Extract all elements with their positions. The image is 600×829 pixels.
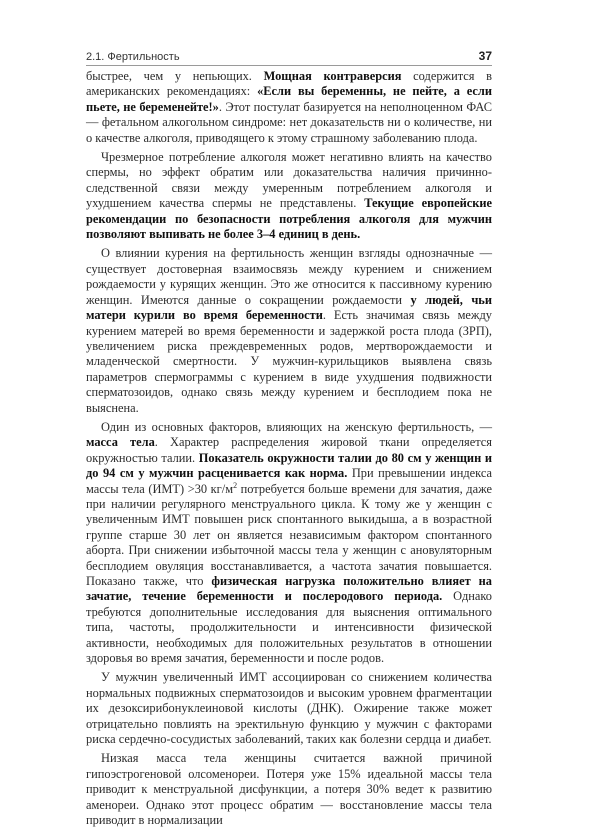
paragraph: [86, 670, 492, 747]
paragraph: [86, 69, 492, 146]
section-title: 2.1. Фертильность: [86, 51, 180, 63]
bold-text: у людей, чьи матери курили во время беременности: [86, 292, 492, 323]
text-run: Низкая масса тела женщины считается важной причиной гипоэстрогеновой олсоменореи. Потеря уже 15% идеальной массы тела приводит к менструальной дисфункции, а потеря 30% ведет к развитию аменореи. Однако этот процесс обратим — восстановление массы тела приводит в нормализации: [86, 751, 492, 828]
bold-text: масса тела: [86, 435, 155, 450]
text-run: При превышении индекса массы тела (ИМТ) >30 кг/м: [86, 466, 492, 496]
text-run: Один из основных факторов, влияющих на женскую фертильность, —: [101, 419, 492, 434]
text-run: О влиянии курения на фертильность женщин взгляды однозначные — существует достоверная взаимосвязь между курением и снижением рождаемости у курящих женщин. Это же относится к пассивному курению женщин. Имеются данные о сокращении рождаемости: [86, 246, 492, 307]
text-run: содержится в американских рекомендациях:: [86, 69, 492, 99]
paragraph: [86, 246, 492, 415]
body-text: [86, 69, 492, 829]
bold-text: «Если вы беременны, не пейте, а если пьете, не беременейте!»: [86, 84, 492, 114]
text-run: быстрее, чем у непьющих.: [86, 69, 264, 83]
bold-text: Показатель окружности талии до 80 см у женщин и до 94 см у мужчин расценивается как норма.: [86, 450, 492, 481]
bold-text: Текущие европейские рекомендации по безопасности потребления алкоголя для мужчин позволяют выпивать не более 3–4 единиц в день.: [86, 196, 492, 242]
text-run: . Этот постулат базируется на неполноценном ФАС — фетальном алкогольном синдроме: нет доказательств ни о количестве, ни о качестве алкоголя, приводящего к этому страшному заболеванию плода.: [86, 99, 492, 145]
text-run: . Характер распределения жировой ткани определяется окружностью талии.: [86, 435, 492, 465]
text-run: У мужчин увеличенный ИМТ ассоциирован со снижением количества нормальных подвижных сперматозоидов и высоким уровнем фрагментации их дезоксирибонуклеиновой кислоты (ДНК). Ожирение также может отрицательно повлиять на эректильную функцию у мужчин с факторами риска сердечно-сосудистых заболеваний, таких как болезни сердца и диабет.: [86, 670, 492, 747]
paragraph: [86, 751, 492, 828]
text-run: Чрезмерное потребление алкоголя может негативно влиять на качество спермы, но эффект обратим или доказательства наличия причинно-следственной связи между умеренным потреблением алкоголя и ухудшением качества спермы не представлены.: [86, 150, 492, 211]
running-header: [86, 49, 492, 63]
bold-text: физическая нагрузка положительно влияет на зачатие, течение беременности и послеродового периода.: [86, 574, 492, 604]
header-rule: [86, 65, 492, 66]
bold-text: Мощная контраверсия: [263, 69, 402, 83]
page-number: 37: [478, 49, 492, 63]
text-run: . Есть значимая связь между курением матерей во время беременности и задержкой роста плода (ЗРП), увеличением риска преждевременных родов, мертворождаемости и младенческой смертности. У мужчин-курильщиков выявлена связь параметров спермограммы с курением в виде ухудшения подвижности сперматозоидов, однако связь между курением и бесплодием пока не выяснена.: [86, 308, 492, 415]
text-run: потребуется больше времени для зачатия, даже при наличии регулярного менструального цикла. К тому же у женщин с увеличенным ИМТ повышен риск спонтанного выкидыша, а в возрастной группе старше 30 лет он является независимым фактором спонтанного аборта. При снижении избыточной массы тела у женщин с ановуляторным бесплодием овуляция восстанавливается, а частота зачатия повышается. Показано также, что: [86, 481, 492, 588]
paragraph: [86, 150, 492, 242]
paragraph: [86, 420, 492, 667]
superscript: 2: [233, 480, 238, 490]
text-run: Однако требуются дополнительные исследования для выяснения оптимального типа, частоты, продолжительности и интенсивности физической активности, необходимых для положительных результатов в отношении здоровья во время зачатия, беременности и после родов.: [86, 589, 492, 666]
